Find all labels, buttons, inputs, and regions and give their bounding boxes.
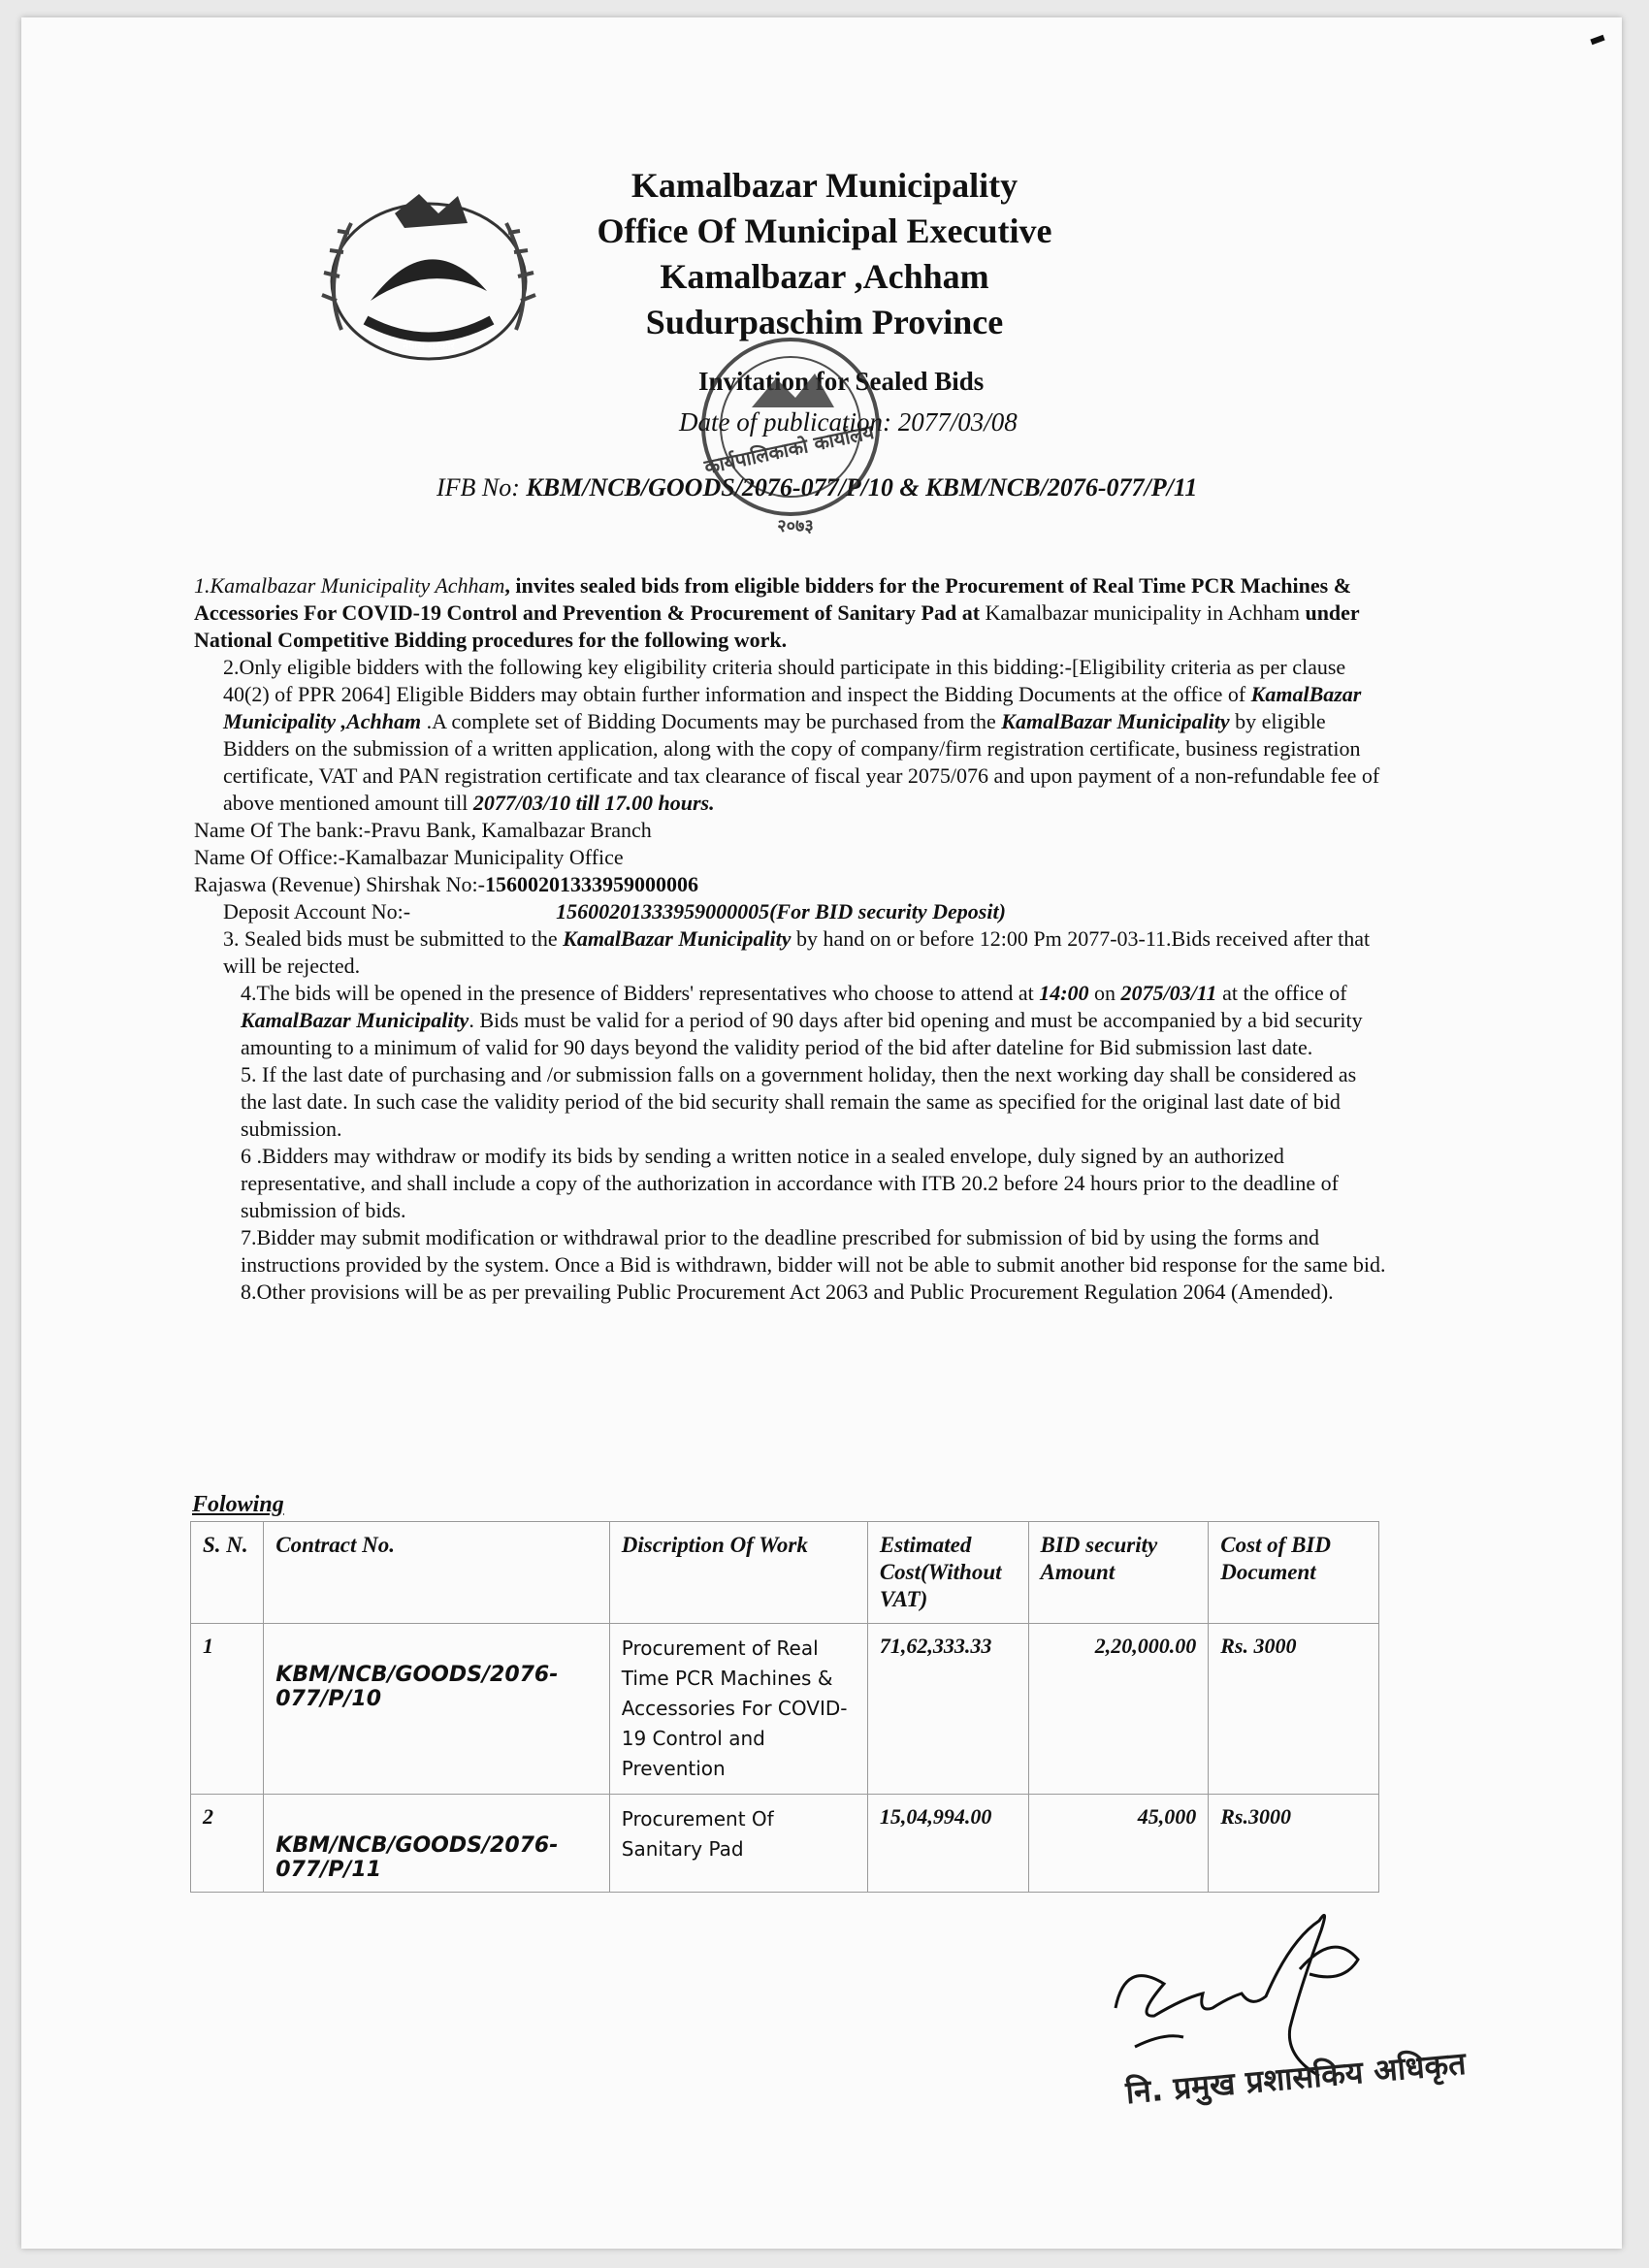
bank-name: Name Of The bank:-Pravu Bank, Kamalbazar Branch xyxy=(194,818,652,842)
nepal-emblem-icon xyxy=(312,184,545,369)
signatory-title: नि. प्रमुख प्रशासकिय अधिकृत xyxy=(1124,2044,1468,2112)
office-stamp-icon xyxy=(660,320,922,543)
office-location: Kamalbazar ,Achham xyxy=(660,257,989,296)
svg-text:नेपाल सरकार: नेपाल सरकार xyxy=(403,340,455,352)
notice-body xyxy=(194,572,1387,1306)
row-work: Procurement Of Sanitary Pad xyxy=(609,1795,867,1893)
svg-text:कार्यपालिकाको कार्यालय: कार्यपालिकाको कार्यालय xyxy=(702,419,877,479)
paragraph-2: 2.Only eligible bidders with the following key eligibility criteria should participate in this bidding:-[Eligibility criteria as per clause 40(2) of PPR 2064] Eligible Bidders may obtain further information and inspect the Bidding Documents at the office of KamalBazar Municipality ,Achham .A complete set of Bidding Documents may be purchased from the KamalBazar Municipality by eligible Bidders on the submission of a written application, along with the copy of company/firm registration certificate, business registration certificate, VAT and PAN registration certificate and tax clearance of fiscal year 2075/076 and upon payment of a non-refundable fee of above mentioned amount till 2077/03/10 till 17.00 hours. xyxy=(223,655,1380,815)
row-doc-cost: Rs.3000 xyxy=(1209,1795,1379,1893)
svg-text:२०७३: २०७३ xyxy=(777,516,814,536)
row-contract: KBM/NCB/GOODS/2076-077/P/11 xyxy=(264,1795,609,1893)
row-sn: 1 xyxy=(191,1624,264,1795)
ifb-values: KBM/NCB/GOODS/2076-077/P/10 & KBM/NCB/2076-077/P/11 xyxy=(526,473,1198,502)
header-cost: Estimated Cost(Without VAT) xyxy=(867,1522,1028,1624)
paragraph-8: 8.Other provisions will be as per prevailing Public Procurement Act 2063 and Public Procurement Regulation 2064 (Amended). xyxy=(241,1280,1334,1304)
header-sn: S. N. xyxy=(191,1522,264,1624)
table-row xyxy=(191,1624,1379,1795)
header-work: Discription Of Work xyxy=(609,1522,867,1624)
paragraph-5: 5. If the last date of purchasing and /or submission falls on a government holiday, then the next working day shall be considered as the last date. In such case the validity period of the bid security shall remain the same as specified for the original last date of bid submission. xyxy=(241,1062,1357,1141)
office-account-name: Name Of Office:-Kamalbazar Municipality Office xyxy=(194,845,624,869)
province-name: Sudurpaschim Province xyxy=(645,303,1004,341)
header-security: BID security Amount xyxy=(1028,1522,1209,1624)
ifb-label: IFB No: xyxy=(436,473,520,502)
invitation-title: Invitation for Sealed Bids xyxy=(698,367,985,396)
row-doc-cost: Rs. 3000 xyxy=(1209,1624,1379,1795)
row-cost: 15,04,994.00 xyxy=(867,1795,1028,1893)
row-work: Procurement of Real Time PCR Machines & Accessories For COVID-19 Control and Prevention xyxy=(609,1624,867,1795)
table-header-row xyxy=(191,1522,1379,1624)
paragraph-1: 1.Kamalbazar Municipality Achham, invites sealed bids from eligible bidders for the Procurement of Real Time PCR Machines & Accessories For COVID-19 Control and Prevention & Procurement of Sanitary Pad at Kamalbazar municipality in Achham under National Competitive Bidding procedures for the following work. xyxy=(194,573,1360,652)
paragraph-4: 4.The bids will be opened in the presence of Bidders' representatives who choose to attend at 14:00 on 2075/03/11 at the office of KamalBazar Municipality. Bids must be valid for a period of 90 days after bid opening and must be accompanied by a bid security amounting to a minimum of valid for 90 days beyond the validity period of the bid after dateline for Bid submission last date. xyxy=(241,981,1363,1059)
row-contract: KBM/NCB/GOODS/2076-077/P/10 xyxy=(264,1624,609,1795)
office-name: Office Of Municipal Executive xyxy=(597,211,1052,250)
row-security: 45,000 xyxy=(1028,1795,1209,1893)
table-row xyxy=(191,1795,1379,1893)
deposit-line: Deposit Account No:- 15600201333959000005(For BID security Deposit) xyxy=(223,899,1006,923)
rajaswa-line: Rajaswa (Revenue) Shirshak No:-15600201333959000006 xyxy=(194,872,698,896)
paragraph-7: 7.Bidder may submit modification or withdrawal prior to the deadline prescribed for submission of bid by using the forms and instructions provided by the system. Once a Bid is withdrawn, bidder will not be able to submit another bid response for the same bid. xyxy=(241,1225,1386,1277)
publication-date: Date of publication: 2077/03/08 xyxy=(679,407,1018,437)
paragraph-3: 3. Sealed bids must be submitted to the KamalBazar Municipality by hand on or before 12:00 Pm 2077-03-11.Bids received after that will be rejected. xyxy=(223,926,1371,978)
row-sn: 2 xyxy=(191,1795,264,1893)
office-header xyxy=(543,163,1106,345)
row-security: 2,20,000.00 xyxy=(1028,1624,1209,1795)
header-doc-cost: Cost of BID Document xyxy=(1209,1522,1379,1624)
bid-table xyxy=(190,1521,1379,1893)
row-cost: 71,62,333.33 xyxy=(867,1624,1028,1795)
header-contract: Contract No. xyxy=(264,1522,609,1624)
paragraph-6: 6 .Bidders may withdraw or modify its bids by sending a written notice in a sealed envelope, duly signed by an authorized representative, and shall include a copy of the authorization in accordance with ITB 20.2 before 24 hours prior to the deadline of submission of bids. xyxy=(241,1144,1339,1222)
following-label: Folowing xyxy=(192,1492,284,1517)
municipality-name: Kamalbazar Municipality xyxy=(630,166,1018,205)
